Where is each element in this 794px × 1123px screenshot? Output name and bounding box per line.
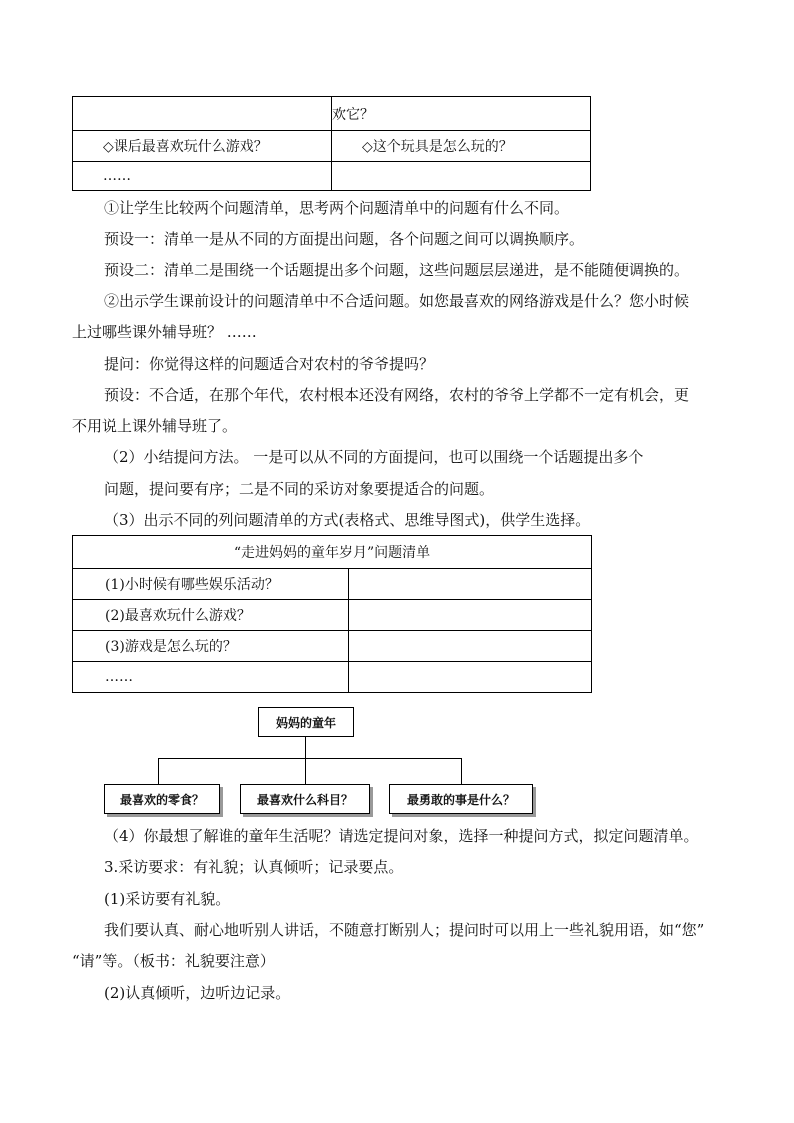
paragraph: 预设一：清单一是从不同的方面提出问题，各个问题之间可以调换顺序。	[104, 230, 585, 248]
paragraph: 预设：不合适，在那个年代，农村根本还没有网络，农村的爷爷上学都不一定有机会，更	[104, 386, 690, 404]
table1-cell	[332, 97, 591, 131]
mindmap-child: 最勇敢的事是什么？	[389, 784, 533, 814]
paragraph: (1)采访要有礼貌。	[104, 890, 231, 908]
table2-cell: (1)小时候有哪些娱乐活动？	[73, 569, 349, 600]
connector-line	[158, 758, 461, 759]
connector-line	[305, 736, 306, 758]
table1-cell-text: 欢它？	[332, 106, 374, 123]
table1-cell	[73, 97, 332, 131]
paragraph: “请”等。（板书：礼貌要注意）	[72, 952, 275, 970]
paragraph: ②出示学生课前设计的问题清单中不合适问题。如您最喜欢的网络游戏是什么？您小时候	[104, 292, 690, 310]
table2-cell	[349, 600, 592, 631]
table1-cell: ……	[73, 162, 332, 191]
mindmap-child: 最喜欢的零食？	[104, 784, 220, 814]
mindmap-child: 最喜欢什么科目？	[240, 784, 370, 814]
mindmap-root: 妈妈的童年	[258, 707, 354, 737]
table2-title: “走进妈妈的童年岁月”问题清单	[73, 536, 592, 569]
paragraph: （3）出示不同的列问题清单的方式(表格式、思维导图式)，供学生选择。	[104, 511, 591, 529]
connector-line	[305, 758, 306, 784]
connector-line	[158, 758, 159, 784]
table2-cell	[349, 569, 592, 600]
paragraph: (2)认真倾听，边听边记录。	[104, 984, 291, 1002]
table2-cell: (2)最喜欢玩什么游戏？	[73, 600, 349, 631]
question-list-table-2	[72, 535, 592, 693]
paragraph: 我们要认真、耐心地听别人讲话，不随意打断别人；提问时可以用上一些礼貌用语，如“您”	[104, 921, 705, 939]
connector-line	[461, 758, 462, 784]
table1-cell	[332, 162, 591, 191]
paragraph: 上过哪些课外辅导班？ ……	[72, 323, 257, 341]
paragraph: 问题，提问要有序；二是不同的采访对象要提适合的问题。	[104, 480, 495, 498]
paragraph: 不用说上课外辅导班了。	[72, 417, 238, 435]
paragraph: 预设二：清单二是围绕一个话题提出多个问题，这些问题层层递进，是不能随便调换的。	[104, 261, 690, 279]
table2-cell	[349, 631, 592, 662]
table2-cell	[349, 662, 592, 693]
table2-cell: ……	[73, 662, 349, 693]
table1-cell: ◇课后最喜欢玩什么游戏？	[73, 131, 332, 162]
paragraph: 3.采访要求：有礼貌；认真倾听；记录要点。	[104, 858, 404, 876]
paragraph: 提问：你觉得这样的问题适合对农村的爷爷提吗？	[104, 355, 435, 373]
question-list-table-1	[72, 96, 591, 191]
paragraph: （4）你最想了解谁的童年生活呢？请选定提问对象，选择一种提问方式，拟定问题清单。	[104, 827, 699, 845]
table1-cell: ◇这个玩具是怎么玩的？	[332, 131, 591, 162]
table2-cell: (3)游戏是怎么玩的？	[73, 631, 349, 662]
paragraph: （2）小结提问方法。 一是可以从不同的方面提问，也可以围绕一个话题提出多个	[104, 448, 644, 466]
paragraph: ①让学生比较两个问题清单，思考两个问题清单中的问题有什么不同。	[104, 199, 570, 217]
